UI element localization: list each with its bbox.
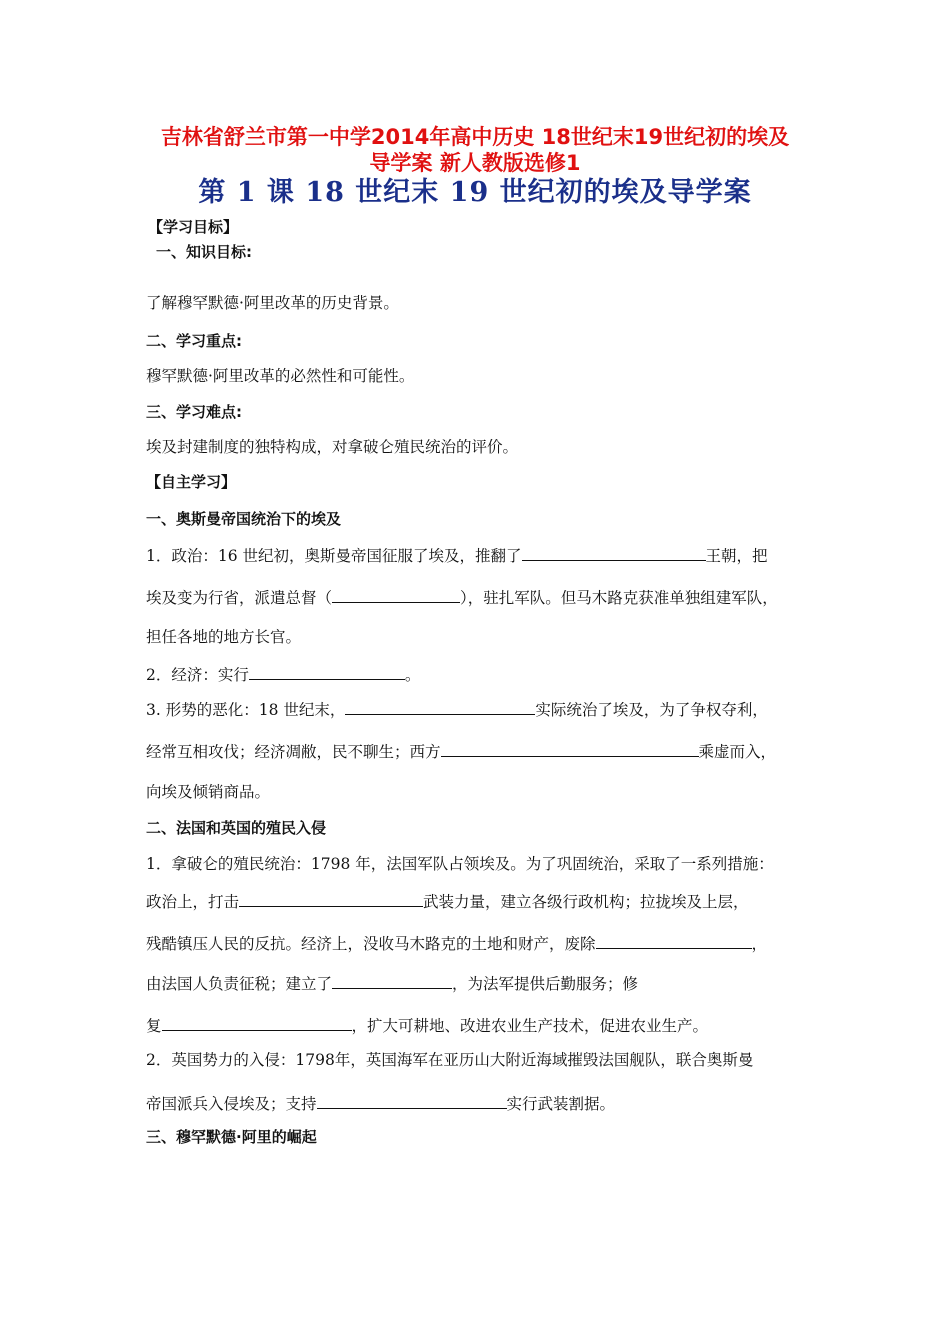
s2-britain-line1: 2．英国势力的入侵：1798年，英国海军在亚历山大附近海域摧毁法国舰队，联合奥斯曼 <box>146 1051 754 1069</box>
answer-blank <box>317 1092 507 1109</box>
s2-napoleon-line4: 由法国人负责征税；建立了 ，为法军提供后勤服务；修 <box>146 972 638 994</box>
difficulty-text: 埃及封建制度的独特构成，对拿破仑殖民统治的评价。 <box>146 438 519 456</box>
difficulty-header: 三、学习难点: <box>146 403 242 421</box>
answer-blank <box>239 890 423 907</box>
answer-blank <box>345 698 535 715</box>
lesson-title: 第 1 课 18 世纪末 19 世纪初的埃及导学案 <box>198 177 752 208</box>
section2-header: 二、法国和英国的殖民入侵 <box>146 819 327 837</box>
s1-politics-line3: 担任各地的地方长官。 <box>146 628 302 646</box>
s1-politics-line2: 埃及变为行省，派遣总督（ ），驻扎军队。但马木路克获准单独组建军队， <box>146 586 778 608</box>
s1-politics-line1: 1．政治：16 世纪初，奥斯曼帝国征服了埃及，推翻了 王朝，把 <box>146 544 768 566</box>
s2-napoleon-line1: 1．拿破仑的殖民统治：1798 年，法国军队占领埃及。为了巩固统治，采取了一系列措施： <box>146 855 774 873</box>
knowledge-header: 一、知识目标: <box>156 243 252 261</box>
answer-blank <box>332 972 452 989</box>
answer-blank <box>332 586 460 603</box>
answer-blank <box>522 544 706 561</box>
focus-text: 穆罕默德·阿里改革的必然性和可能性。 <box>146 367 415 385</box>
focus-header: 二、学习重点: <box>146 332 242 350</box>
s1-economy-line: 2．经济：实行 。 <box>146 663 420 685</box>
knowledge-text: 了解穆罕默德·阿里改革的历史背景。 <box>146 294 399 312</box>
self-study-header: 【自主学习】 <box>146 473 237 491</box>
s2-napoleon-line5: 复 ，扩大可耕地、改进农业生产技术，促进农业生产。 <box>146 1014 708 1036</box>
answer-blank <box>249 663 405 680</box>
answer-blank <box>162 1014 352 1031</box>
s2-napoleon-line3: 残酷镇压人民的反抗。经济上，没收马木路克的土地和财产，废除 ， <box>146 932 767 954</box>
section3-header: 三、穆罕默德·阿里的崛起 <box>146 1128 317 1146</box>
section1-header: 一、奥斯曼帝国统治下的埃及 <box>146 510 342 528</box>
s1-situation-line1: 3. 形势的恶化：18 世纪末， 实际统治了埃及，为了争权夺利， <box>146 698 768 720</box>
s2-napoleon-line2: 政治上，打击 武装力量，建立各级行政机构；拉拢埃及上层， <box>146 890 749 912</box>
answer-blank <box>441 740 699 757</box>
document-title-line1: 吉林省舒兰市第一中学2014年高中历史 18世纪末19世纪初的埃及 <box>160 125 790 149</box>
s1-situation-line2: 经常互相攻伐；经济凋敝，民不聊生；西方 乘虚而入， <box>146 740 776 762</box>
s2-britain-line2: 帝国派兵入侵埃及；支持 实行武装割据。 <box>146 1092 615 1114</box>
goals-header: 【学习目标】 <box>148 218 239 236</box>
answer-blank <box>596 932 752 949</box>
document-title-line2: 导学案 新人教版选修1 <box>369 151 581 175</box>
s1-situation-line3: 向埃及倾销商品。 <box>146 783 271 801</box>
